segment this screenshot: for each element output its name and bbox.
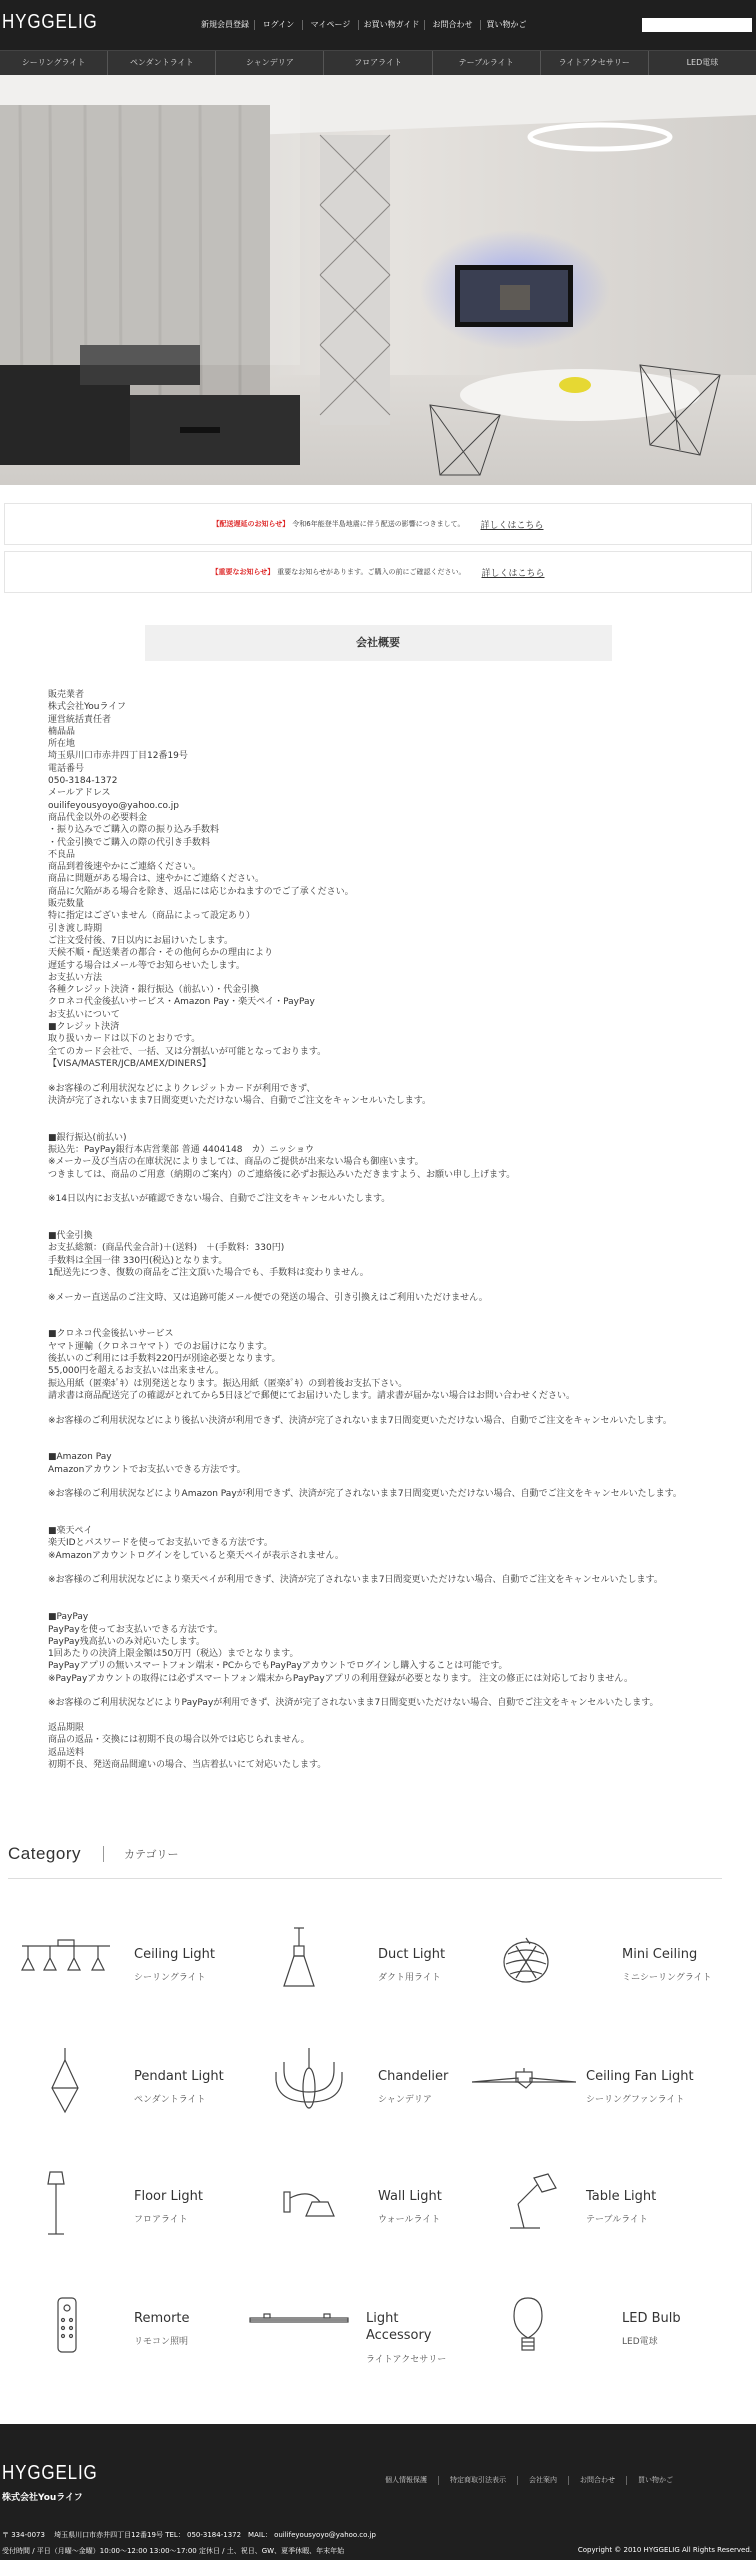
company-info-line: ※お客様のご利用状況などにより後払い決済が利用できず、決済が完了されないまま7日間変更いただけない場合、自動でご注文をキャンセルいたします。 bbox=[48, 1415, 672, 1426]
category-item-ceiling-light[interactable] bbox=[10, 1926, 240, 2006]
floor-light-icon bbox=[10, 2168, 120, 2238]
blank-line bbox=[48, 1562, 738, 1574]
category-section bbox=[0, 1818, 756, 2418]
category-name-ja: ウォールライト bbox=[378, 2215, 441, 2225]
footer-copyright: Copyright © 2010 HYGGELIG All Rights Reserved. bbox=[577, 2546, 752, 2554]
notice-message: 令和6年能登半島地震に伴う配送の影響につきまして。 bbox=[292, 520, 465, 528]
category-title: Category bbox=[8, 1844, 81, 1863]
company-info-line: ※メーカー直送品のご注文時、又は追跡可能メール便での発送の場合、引き引換えはご利用いただけません。 bbox=[48, 1292, 488, 1303]
company-info-line: 決済が完了されないまま7日間変更いただけない場合、自動でご注文をキャンセルいたします。 bbox=[48, 1095, 432, 1106]
notice-details-link[interactable]: 詳しくはこちら bbox=[481, 568, 545, 579]
catnav-chandelier[interactable]: シャンデリア bbox=[215, 51, 323, 75]
catnav-pendant[interactable]: ペンダントライト bbox=[107, 51, 215, 75]
company-info-line: 後払いのご利用には手数料220円が別途必要となります。 bbox=[48, 1354, 281, 1365]
category-name-ja: ライトアクセサリー bbox=[366, 2355, 447, 2365]
company-info-line: 初期不良、発送商品間違いの場合、当店着払いにて対応いたします。 bbox=[48, 1759, 327, 1770]
category-name-ja: ミニシーリングライト bbox=[622, 1973, 712, 1983]
company-info-line: ※14日以内にお支払いが確認できない場合、自動でご注文をキャンセルいたします。 bbox=[48, 1194, 391, 1205]
category-name-en: Floor Light bbox=[134, 2189, 203, 2204]
notice-details-link[interactable]: 詳しくはこちら bbox=[480, 520, 544, 531]
company-info-line: ※PayPayアカウントの取得には必ずスマートフォン端末からPayPayアプリの利用登録が必要となります。 注文の修正には対応しておりません。 bbox=[48, 1673, 633, 1684]
company-info-line: 不良品 bbox=[48, 849, 76, 860]
company-info-line: ■クロネコ代金後払いサービス bbox=[48, 1329, 174, 1340]
wall-light-icon bbox=[254, 2168, 364, 2238]
category-item-chandelier[interactable] bbox=[254, 2048, 484, 2128]
notice-tag: 【配送遅延のお知らせ】 bbox=[212, 520, 290, 528]
company-info-line: 商品代金以外の必要料金 bbox=[48, 812, 148, 823]
company-profile-title: 会社概要 bbox=[145, 625, 612, 661]
category-name-en: Mini Ceiling bbox=[622, 1947, 698, 1962]
catnav-led[interactable]: LED電球 bbox=[648, 51, 756, 75]
divider bbox=[103, 1846, 104, 1862]
company-info-line: ■銀行振込(前払い) bbox=[48, 1132, 127, 1143]
company-info-line: 手数料は全国一律 330円(税込)となります。 bbox=[48, 1255, 228, 1266]
category-item-table-light[interactable] bbox=[476, 2168, 706, 2248]
company-info-line: ■代金引換 bbox=[48, 1231, 93, 1242]
notice-message: 重要なお知らせがあります。ご購入の前にご確認ください。 bbox=[277, 568, 466, 576]
company-info-line: ouilifeyousyoyo@yahoo.co.jp bbox=[48, 800, 179, 811]
category-name-ja: リモコン照明 bbox=[134, 2337, 189, 2347]
category-name-ja: ダクト用ライト bbox=[378, 1973, 441, 1983]
company-info-line: 遅延する場合はメール等でお知らせいたします。 bbox=[48, 960, 245, 971]
category-name-ja: LED電球 bbox=[622, 2337, 658, 2347]
company-info-line: 返品期限 bbox=[48, 1722, 85, 1733]
category-name-en: Light Accessory bbox=[366, 2311, 432, 2343]
company-info-line: ご注文受付後、7日以内にお届けいたします。 bbox=[48, 935, 234, 946]
category-item-wall-light[interactable] bbox=[254, 2168, 484, 2248]
company-info-line: 運営統括責任者 bbox=[48, 714, 112, 725]
company-info-line: 電話番号 bbox=[48, 763, 85, 774]
company-info-line: クロネコ代金後払いサービス・Amazon Pay・楽天ペイ・PayPay bbox=[48, 997, 315, 1008]
living-room-photo bbox=[0, 75, 756, 485]
login-link[interactable]: ログイン bbox=[254, 20, 302, 30]
company-info-line: 各種クレジット決済・銀行振込（前払い）・代金引換 bbox=[48, 985, 260, 996]
category-name-en: Duct Light bbox=[378, 1947, 446, 1962]
cart-link[interactable]: 買い物かご bbox=[480, 20, 532, 30]
catnav-table[interactable]: テーブルライト bbox=[432, 51, 540, 75]
mini-ceiling-icon bbox=[498, 1926, 608, 1996]
category-subtitle: カテゴリー bbox=[123, 1848, 179, 1861]
company-info-line: 販売数量 bbox=[48, 899, 85, 910]
footer-link-contact[interactable]: お問合わせ bbox=[568, 2476, 626, 2485]
category-item-pendant-light[interactable] bbox=[10, 2048, 240, 2128]
category-name-ja: テーブルライト bbox=[586, 2215, 648, 2225]
company-info-line: ※お客様のご利用状況などによりAmazon Payが利用できず、決済が完了されないまま7日間変更いただけない場合、自動でご注文をキャンセルいたします。 bbox=[48, 1489, 682, 1500]
blank-line bbox=[48, 1439, 738, 1451]
company-info-line: ※メーカー及び当店の在庫状況によりましては、商品のご提供が出来ない場合も御座います。 bbox=[48, 1157, 424, 1168]
company-info-line: ヤマト運輸（クロネコヤマト）でのお届けになります。 bbox=[48, 1341, 273, 1352]
mypage-link[interactable]: マイページ bbox=[302, 20, 358, 30]
company-info-line: メールアドレス bbox=[48, 788, 111, 799]
company-info-line: 1回あたりの決済上限金額は50万円（税込）までとなります。 bbox=[48, 1649, 299, 1660]
company-info-line: 050-3184-1372 bbox=[48, 776, 118, 787]
company-info-line: 取り扱いカードは以下のとおりです。 bbox=[48, 1034, 201, 1045]
company-info-line: お支払いについて bbox=[48, 1009, 120, 1020]
company-info-line: 商品到着後速やかにご連絡ください。 bbox=[48, 862, 202, 873]
company-info-line: PayPay残高払いのみ対応いたします。 bbox=[48, 1636, 206, 1647]
blank-line bbox=[48, 1070, 738, 1082]
blank-line bbox=[48, 1205, 738, 1217]
top-nav bbox=[196, 20, 532, 30]
company-info-line: Amazonアカウントでお支払いできる方法です。 bbox=[48, 1464, 246, 1475]
company-info-line: 振込用紙（匿楽ﾎﾟｷ）は別発送となります。振込用紙（匿楽ﾎﾟｷ）の到着後お支払下さい。 bbox=[48, 1378, 408, 1389]
light-accessory-icon bbox=[244, 2290, 354, 2360]
company-info-line: 埼玉県川口市赤井四丁目12番19号 bbox=[48, 751, 188, 762]
company-info-line: 55,000円を超えるお支払いは出来ません。 bbox=[48, 1366, 225, 1377]
company-info-line: ■クレジット決済 bbox=[48, 1022, 120, 1033]
company-info-line: 全てのカード会社で、一括、又は分割払いが可能となっております。 bbox=[48, 1046, 327, 1057]
category-name-ja: シャンデリア bbox=[378, 2095, 432, 2105]
company-info-line: つきましては、商品のご用意（納期のご案内）のご連絡後に必ずお振込みいただきますよう、お願い申し上げます。 bbox=[48, 1169, 516, 1180]
footer-company-name: 株式会社Youライフ bbox=[2, 2493, 83, 2503]
blank-line bbox=[48, 1476, 738, 1488]
company-info-line: ※お客様のご利用状況などによりクレジットカードが利用できず、 bbox=[48, 1083, 316, 1094]
pendant-light-icon bbox=[10, 2048, 120, 2118]
category-item-duct-light[interactable] bbox=[254, 1926, 484, 2006]
company-info-line: ・代金引換でご購入の際の代引き手数料 bbox=[48, 837, 211, 848]
blank-line bbox=[48, 1599, 738, 1611]
blank-line bbox=[48, 1181, 738, 1193]
blank-line bbox=[48, 1304, 738, 1316]
company-info-line: 商品に欠陥がある場合を除き、返品には応じかねますのでご了承ください。 bbox=[48, 886, 354, 897]
blank-line bbox=[48, 1427, 738, 1439]
chandelier-icon bbox=[254, 2048, 364, 2118]
footer-link-cart[interactable]: 買い物かご bbox=[626, 2476, 684, 2485]
company-info-line: 楠晶晶 bbox=[48, 726, 76, 737]
company-info-line: 【VISA/MASTER/JCB/AMEX/DINERS】 bbox=[48, 1058, 211, 1069]
footer-link-privacy[interactable]: 個人情報保護 bbox=[385, 2476, 427, 2484]
company-info-line: 1配送先につき、復数の商品をご注文頂いた場合でも、手数料は変わりません。 bbox=[48, 1267, 369, 1278]
table-light-icon bbox=[476, 2168, 586, 2238]
company-info-line: お支払い方法 bbox=[48, 972, 103, 983]
category-name-ja: フロアライト bbox=[134, 2215, 188, 2225]
blank-line bbox=[48, 1587, 738, 1599]
company-info-line: 返品送料 bbox=[48, 1747, 85, 1758]
footer-logo[interactable]: HYGGELIG bbox=[2, 2462, 98, 2484]
footer-hours: 受付時間 / 平日（月曜～金曜）10:00～12:00 13:00～17:00 定休日 / 土、祝日、GW、夏季休暇、年末年始 bbox=[2, 2547, 345, 2555]
company-info-line: 天候不順・配送業者の都合・その他何らかの理由により bbox=[48, 948, 274, 959]
category-name-en: Table Light bbox=[586, 2189, 657, 2204]
search-input[interactable] bbox=[642, 18, 752, 32]
company-info-line: ■PayPay bbox=[48, 1612, 89, 1623]
category-name-en: Ceiling Fan Light bbox=[586, 2069, 694, 2084]
blank-line bbox=[48, 1316, 738, 1328]
company-info-line: ※Amazonアカウントログインをしていると楽天ペイが表示されません。 bbox=[48, 1550, 344, 1561]
blank-line bbox=[48, 1402, 738, 1414]
category-item-remote[interactable] bbox=[10, 2290, 240, 2370]
duct-light-icon bbox=[254, 1926, 364, 1996]
category-item-light-accessory[interactable] bbox=[244, 2290, 484, 2380]
category-item-floor-light[interactable] bbox=[10, 2168, 240, 2248]
company-info-line: 楽天IDとパスワードを使ってお支払いできる方法です。 bbox=[48, 1538, 273, 1549]
company-info-line: 商品に問題がある場合は、速やかにご連絡ください。 bbox=[48, 874, 265, 885]
company-info-line: 特に指定はございません（商品によって設定あり） bbox=[48, 911, 256, 922]
company-info-line: ・振り込みでご購入の際の振り込み手数料 bbox=[48, 825, 220, 836]
site-footer bbox=[0, 2424, 756, 2560]
company-info-line: 販売業者 bbox=[48, 690, 85, 700]
catnav-accessory[interactable]: ライトアクセサリー bbox=[540, 51, 648, 75]
category-nav bbox=[0, 50, 756, 75]
company-info-line: お支払総額：(商品代金合計)＋(送料) ＋(手数料：330円) bbox=[48, 1243, 285, 1254]
blank-line bbox=[48, 1685, 738, 1697]
category-item-led-bulb[interactable] bbox=[498, 2290, 728, 2370]
company-info-line: PayPayアプリの無いスマートフォン端末・PCからでもPayPayアカウントでログインし購入することは可能です。 bbox=[48, 1661, 508, 1672]
blank-line bbox=[48, 1279, 738, 1291]
shopping-guide-link[interactable]: お買い物ガイド bbox=[358, 20, 424, 30]
category-heading bbox=[8, 1844, 179, 1864]
site-header bbox=[0, 0, 756, 50]
blank-line bbox=[48, 1513, 738, 1525]
blank-line bbox=[48, 1119, 738, 1131]
company-info-line: 所在地 bbox=[48, 739, 76, 750]
category-name-ja: ペンダントライト bbox=[134, 2095, 206, 2105]
divider bbox=[8, 1878, 722, 1879]
company-info-line: ※お客様のご利用状況などにより楽天ペイが利用できず、決済が完了されないまま7日間変更いただけない場合、自動でご注文をキャンセルいたします。 bbox=[48, 1575, 663, 1586]
ceiling-fan-icon bbox=[466, 2048, 576, 2118]
category-name-ja: シーリングファンライト bbox=[586, 2095, 685, 2105]
footer-links bbox=[374, 2476, 684, 2485]
category-item-mini-ceiling[interactable] bbox=[498, 1926, 728, 2006]
contact-link[interactable]: お問合わせ bbox=[424, 20, 480, 30]
notice-tag: 【重要なお知らせ】 bbox=[211, 568, 275, 576]
notice-delivery-delay bbox=[4, 503, 752, 545]
remote-icon bbox=[10, 2290, 120, 2360]
company-info-line: ■Amazon Pay bbox=[48, 1452, 112, 1463]
footer-link-tokusho[interactable]: 特定商取引法表示 bbox=[438, 2476, 517, 2485]
company-info-line: 振込先：PayPay銀行本店営業部 普通 4404148 カ）ニッショウ bbox=[48, 1144, 314, 1155]
category-name-en: LED Bulb bbox=[622, 2311, 681, 2326]
category-name-en: Wall Light bbox=[378, 2189, 442, 2204]
company-info-line: 引き渡し時期 bbox=[48, 923, 103, 934]
company-info-line: 請求書は商品配送完了の確認がとれてから5日ほどで郵便にてお届けいたします。請求書が届かない場合はお問い合わせください。 bbox=[48, 1390, 576, 1401]
led-bulb-icon bbox=[498, 2290, 608, 2360]
ceiling-light-icon bbox=[10, 1926, 120, 1996]
company-info-line: PayPayを使ってお支払いできる方法です。 bbox=[48, 1624, 224, 1635]
notice-important bbox=[4, 551, 752, 593]
company-info-line: 商品の返品・交換には初期不良の場合以外では応じられません。 bbox=[48, 1735, 310, 1746]
catnav-ceiling[interactable]: シーリングライト bbox=[21, 58, 86, 67]
blank-line bbox=[48, 1501, 738, 1513]
category-name-ja: シーリングライト bbox=[134, 1973, 206, 1983]
company-info-line: ※お客様のご利用状況などによりPayPayが利用できず、決済が完了されないまま7日間変更いただけない場合、自動でご注文をキャンセルいたします。 bbox=[48, 1698, 659, 1709]
category-item-ceiling-fan-light[interactable] bbox=[466, 2048, 696, 2128]
blank-line bbox=[48, 1218, 738, 1230]
hero-banner-image bbox=[0, 75, 756, 485]
category-name-en: Pendant Light bbox=[134, 2069, 224, 2084]
footer-address: 〒 334-0073 埼玉県川口市赤井四丁目12番19号 TEL： 050-3184-1372 MAIL： ouilifeyousyoyo@yahoo.co.jp bbox=[2, 2531, 376, 2539]
register-link[interactable]: 新規会員登録 bbox=[201, 20, 249, 29]
category-name-en: Ceiling Light bbox=[134, 1947, 215, 1962]
catnav-floor[interactable]: フロアライト bbox=[323, 51, 431, 75]
footer-link-company[interactable]: 会社案内 bbox=[517, 2476, 568, 2485]
company-profile-body bbox=[48, 689, 738, 1771]
company-info-line: ■楽天ペイ bbox=[48, 1526, 93, 1537]
category-name-en: Chandelier bbox=[378, 2069, 449, 2084]
blank-line bbox=[48, 1710, 738, 1722]
category-name-en: Remorte bbox=[134, 2311, 190, 2326]
blank-line bbox=[48, 1107, 738, 1119]
site-logo[interactable]: HYGGELIG bbox=[2, 11, 98, 33]
company-info-line: 株式会社Youライフ bbox=[48, 702, 126, 713]
